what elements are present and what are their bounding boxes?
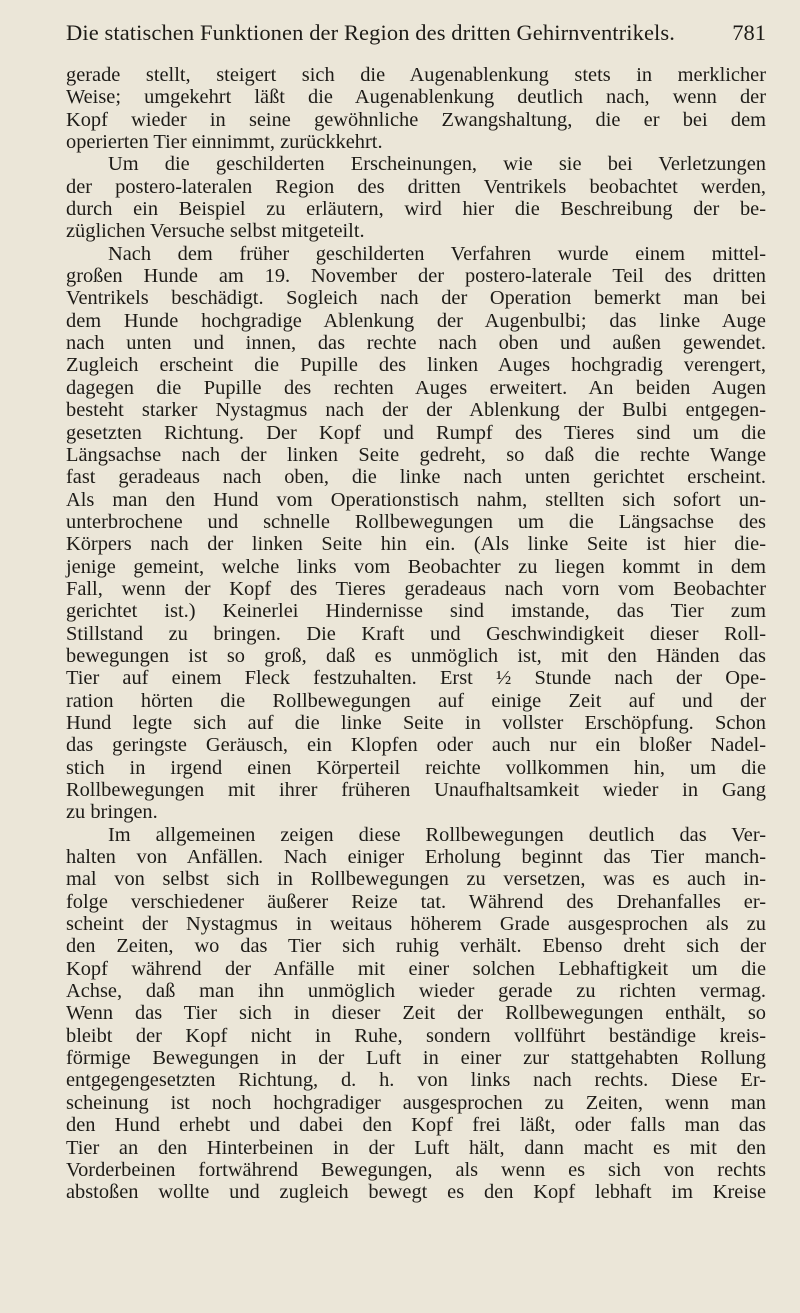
text-line: abstoßen wollte und zugleich bewegt es den Kopf lebhaft im Kreise [66, 1181, 766, 1204]
text-line: mal von selbst sich in Rollbewegungen zu versetzen, was es auch in- [66, 868, 766, 891]
text-line: gerade stellt, steigert sich die Augenablenkung stets in merklicher [66, 64, 766, 86]
text-line: unterbrochene und schnelle Rollbewegungen um die Längsachse des [66, 510, 766, 533]
text-line: gerichtet ist.) Keinerlei Hindernisse sind imstande, das Tier zum [66, 600, 766, 623]
text-line: Weise; umgekehrt läßt die Augenablenkung deutlich nach, wenn der [66, 86, 766, 109]
text-line: halten von Anfällen. Nach einiger Erholung beginnt das Tier manch- [66, 846, 766, 869]
text-line: Körpers nach der linken Seite hin ein. (Als linke Seite ist hier die- [66, 533, 766, 556]
text-line: den Hund erhebt und dabei den Kopf frei läßt, oder falls man das [66, 1114, 766, 1137]
text-line: Hund legte sich auf die linke Seite in vollster Erschöpfung. Schon [66, 711, 766, 734]
text-line: Achse, daß man ihn unmöglich wieder gerade zu richten vermag. [66, 980, 766, 1003]
text-line: Im allgemeinen zeigen diese Rollbewegungen deutlich das Ver- [108, 823, 766, 846]
text-line: Tier auf einem Fleck festzuhalten. Erst ½ Stunde nach der Ope- [66, 667, 766, 690]
text-line: förmige Bewegungen in der Luft in einer zur stattgehabten Rollung [66, 1047, 766, 1070]
text-line: den Zeiten, wo das Tier sich ruhig verhält. Ebenso dreht sich der [66, 935, 766, 958]
text-line: zu bringen. [66, 801, 158, 824]
text-line: Um die geschilderten Erscheinungen, wie sie bei Verletzungen [108, 153, 766, 176]
text-line: züglichen Versuche selbst mitgeteilt. [66, 220, 365, 243]
text-line: dem Hunde hochgradige Ablenkung der Augenbulbi; das linke Auge [66, 309, 766, 332]
text-line: bewegungen ist so groß, daß es unmöglich ist, mit den Händen das [66, 644, 766, 667]
text-line: jenige gemeint, welche links vom Beobachter zu liegen kommt in dem [66, 555, 766, 578]
text-line: Tier an den Hinterbeinen in der Luft hält, dann macht es mit den [66, 1136, 766, 1159]
text-line: Als man den Hund vom Operationstisch nahm, stellten sich sofort un- [66, 488, 766, 511]
text-line: folge verschiedener äußerer Reize tat. Während des Drehanfalles er- [66, 890, 766, 913]
text-line: gesetzten Richtung. Der Kopf und Rumpf des Tieres sind um die [66, 421, 766, 444]
text-line: Rollbewegungen mit ihrer früheren Unaufhaltsamkeit wieder in Gang [66, 779, 766, 801]
page-header [66, 20, 766, 50]
text-line: stich in irgend einen Körperteil reichte vollkommen hin, um die [66, 756, 766, 779]
text-line: ration hörten die Rollbewegungen auf einige Zeit auf und der [66, 689, 766, 712]
text-line: operierten Tier einnimmt, zurückkehrt. [66, 131, 383, 154]
text-line: Längsachse nach der linken Seite gedreht, so daß die rechte Wange [66, 443, 766, 466]
text-line: durch ein Beispiel zu erläutern, wird hier die Beschreibung der be- [66, 198, 766, 221]
text-line: besteht starker Nystagmus nach der der Ablenkung der Bulbi entgegen- [66, 399, 766, 422]
running-head: Die statischen Funktionen der Region des dritten Gehirnventrikels. [66, 20, 675, 45]
text-line: entgegengesetzten Richtung, d. h. von links nach rechts. Diese Er- [66, 1069, 766, 1092]
text-line: Vorderbeinen fortwährend Bewegungen, als wenn es sich von rechts [66, 1158, 766, 1181]
text-line: fast geradeaus nach oben, die linke nach unten gerichtet erscheint. [66, 466, 766, 489]
text-line: Fall, wenn der Kopf des Tieres geradeaus nach vorn vom Beobachter [66, 577, 766, 600]
text-line: nach unten und innen, das rechte nach oben und außen gewendet. [66, 332, 766, 355]
text-line: großen Hunde am 19. November der postero-laterale Teil des dritten [66, 265, 766, 288]
text-line: Ventrikels beschädigt. Sogleich nach der Operation bemerkt man bei [66, 287, 766, 310]
text-line: scheint der Nystagmus in weitaus höherem Grade ausgesprochen als zu [66, 913, 766, 936]
text-line: Nach dem früher geschilderten Verfahren wurde einem mittel- [108, 242, 766, 265]
page-number: 781 [732, 20, 766, 45]
text-line: Wenn das Tier sich in dieser Zeit der Rollbewegungen enthält, so [66, 1002, 766, 1025]
text-line: bleibt der Kopf nicht in Ruhe, sondern vollführt beständige kreis- [66, 1024, 766, 1047]
text-line: Zugleich erscheint die Pupille des linken Auges hochgradig verengert, [66, 354, 766, 377]
text-line: dagegen die Pupille des rechten Auges erweitert. An beiden Augen [66, 376, 766, 399]
text-line: Kopf wieder in seine gewöhnliche Zwangshaltung, die er bei dem [66, 108, 766, 131]
body-text [66, 64, 766, 1204]
text-line: das geringste Geräusch, ein Klopfen oder auch nur ein bloßer Nadel- [66, 734, 766, 757]
text-line: Kopf während der Anfälle mit einer solchen Lebhaftigkeit um die [66, 957, 766, 980]
text-line: scheinung ist noch hochgradiger ausgesprochen zu Zeiten, wenn man [66, 1091, 766, 1114]
text-line: der postero-lateralen Region des dritten Ventrikels beobachtet werden, [66, 175, 766, 198]
text-line: Stillstand zu bringen. Die Kraft und Geschwindigkeit dieser Roll- [66, 622, 766, 645]
